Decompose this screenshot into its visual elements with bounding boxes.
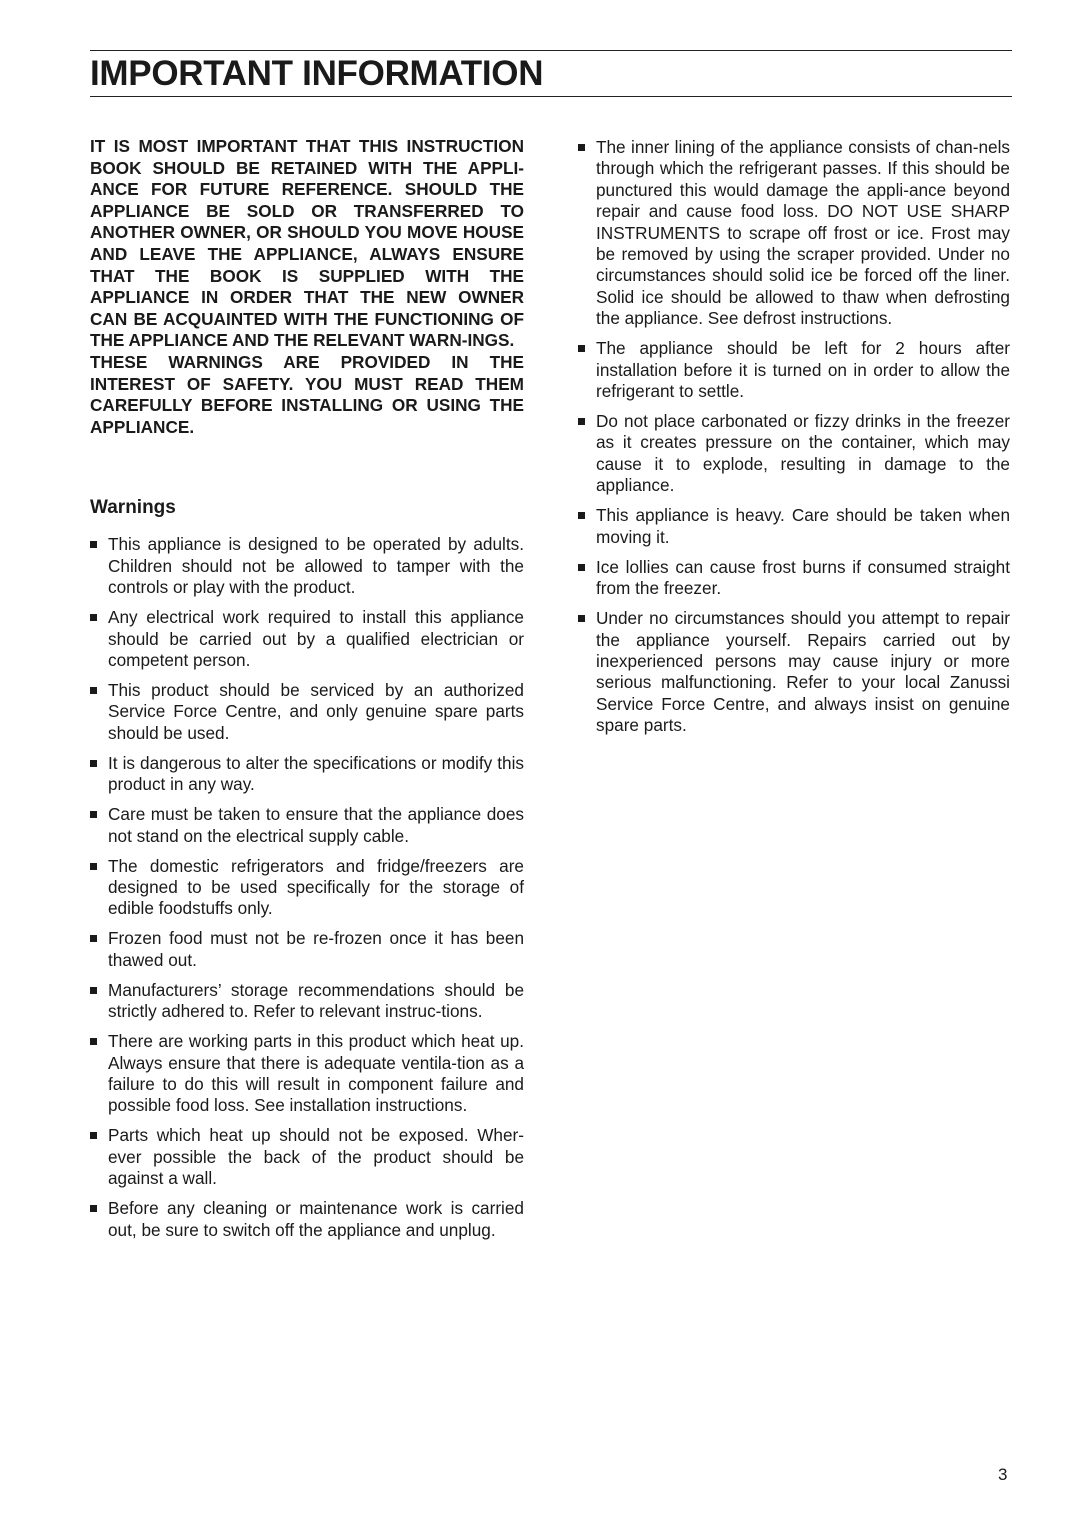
warning-list-item — [90, 753, 524, 796]
warning-list-item — [90, 980, 524, 1023]
square-bullet-icon — [90, 541, 97, 548]
square-bullet-icon — [578, 144, 585, 151]
square-bullet-icon — [90, 614, 97, 621]
warning-text: Ice lollies can cause frost burns if consumed straight from the freezer. — [596, 556, 1010, 599]
page-title: IMPORTANT INFORMATION — [90, 54, 544, 93]
intro-paragraph-safety: THESE WARNINGS ARE PROVIDED IN THE INTEREST OF SAFETY. YOU MUST READ THEM CAREFULLY BEFORE INSTALLING OR USING THE APPLIANCE. — [90, 351, 524, 437]
square-bullet-icon — [578, 564, 585, 571]
warning-text: Under no circumstances should you attempt to repair the appliance yourself. Repairs carried out by inexperienced persons may cause injury or more serious malfunctioning. Refer to your local Zanussi Service Force Centre, and always insist on genuine spare parts. — [596, 608, 1010, 736]
square-bullet-icon — [90, 863, 97, 870]
warning-text: The inner lining of the appliance consists of chan-nels through which the refrigerant passes. If this should be punctured this would damage the appli-ance beyond repair and cause food loss. DO NOT USE SHARP INSTRUMENTS to scrape off frost or ice. Frost may be removed by using the scraper provided. Under no circumstances should solid ice be forced off the liner. Solid ice should be allowed to thaw when defrosting the appliance. See defrost instructions. — [596, 137, 1010, 329]
square-bullet-icon — [90, 935, 97, 942]
warnings-list-right — [578, 137, 1010, 737]
square-bullet-icon — [578, 418, 585, 425]
warning-list-item — [90, 607, 524, 671]
warning-text: This appliance is heavy. Care should be taken when moving it. — [596, 505, 1010, 547]
warning-list-item — [90, 534, 524, 598]
warning-text: There are working parts in this product which heat up. Always ensure that there is adequate ventila-tion as a failure to do this will result in component failure and possible food loss. See installation instructions. — [108, 1031, 524, 1116]
square-bullet-icon — [90, 987, 97, 994]
warning-list-item — [90, 1125, 524, 1189]
warning-text: This appliance is designed to be operated by adults. Children should not be allowed to tamper with the controls or play with the product. — [108, 534, 524, 598]
warning-text: It is dangerous to alter the specifications or modify this product in any way. — [108, 752, 524, 795]
warning-list-item — [578, 505, 1010, 548]
warning-list-item — [90, 680, 524, 744]
warning-text: Care must be taken to ensure that the appliance does not stand on the electrical supply cable. — [108, 804, 524, 846]
warning-list-item — [578, 338, 1010, 402]
warnings-heading: Warnings — [90, 497, 176, 519]
warning-list-item — [90, 1198, 524, 1241]
header-rule-top — [90, 50, 1012, 51]
warning-text: Any electrical work required to install this appliance should be carried out by a qualified electrician or competent person. — [108, 607, 524, 670]
left-column — [90, 136, 524, 1250]
warning-list-item — [90, 928, 524, 971]
warning-text: Frozen food must not be re-frozen once it has been thawed out. — [108, 928, 524, 970]
square-bullet-icon — [90, 1205, 97, 1212]
warning-list-item — [578, 411, 1010, 497]
square-bullet-icon — [90, 1038, 97, 1045]
square-bullet-icon — [90, 760, 97, 767]
square-bullet-icon — [90, 1132, 97, 1139]
warning-list-item — [90, 804, 524, 847]
square-bullet-icon — [90, 687, 97, 694]
header-rule-bottom — [90, 96, 1012, 97]
warning-list-item — [578, 557, 1010, 600]
warning-text: Before any cleaning or maintenance work is carried out, be sure to switch off the appliance and unplug. — [108, 1198, 524, 1240]
warning-text: Do not place carbonated or fizzy drinks in the freezer as it creates pressure on the container, which may cause it to explode, resulting in damage to the appliance. — [596, 411, 1010, 496]
warning-text: This product should be serviced by an authorized Service Force Centre, and only genuine spare parts should be used. — [108, 679, 524, 743]
square-bullet-icon — [578, 345, 585, 352]
warning-list-item — [90, 1031, 524, 1117]
warning-text: The appliance should be left for 2 hours after installation before it is turned on in order to allow the refrigerant to settle. — [596, 338, 1010, 402]
warning-text: The domestic refrigerators and fridge/freezers are designed to be used specifically for the storage of edible foodstuffs only. — [108, 855, 524, 919]
square-bullet-icon — [578, 512, 585, 519]
page-number: 3 — [998, 1465, 1008, 1484]
warning-text: Parts which heat up should not be exposed. Wher-ever possible the back of the product should be against a wall. — [108, 1125, 524, 1189]
warning-list-item — [90, 856, 524, 920]
warning-list-item — [578, 137, 1010, 330]
square-bullet-icon — [578, 615, 585, 622]
warnings-list-left — [90, 534, 524, 1241]
warning-text: Manufacturers’ storage recommendations should be strictly adhered to. Refer to relevant instruc-tions. — [108, 979, 524, 1022]
warning-list-item — [578, 608, 1010, 736]
intro-paragraph-retain-book: IT IS MOST IMPORTANT THAT THIS INSTRUCTION BOOK SHOULD BE RETAINED WITH THE APPLI-ANCE FOR FUTURE REFERENCE. SHOULD THE APPLIANCE BE SOLD OR TRANSFERRED TO ANOTHER OWNER, OR SHOULD YOU MOVE HOUSE AND LEAVE THE APPLIANCE, ALWAYS ENSURE THAT THE BOOK IS SUPPLIED WITH THE APPLIANCE IN ORDER THAT THE NEW OWNER CAN BE ACQUAINTED WITH THE FUNCTIONING OF THE APPLIANCE AND THE RELEVANT WARN-INGS. — [90, 136, 524, 351]
right-column — [578, 137, 1010, 745]
square-bullet-icon — [90, 811, 97, 818]
